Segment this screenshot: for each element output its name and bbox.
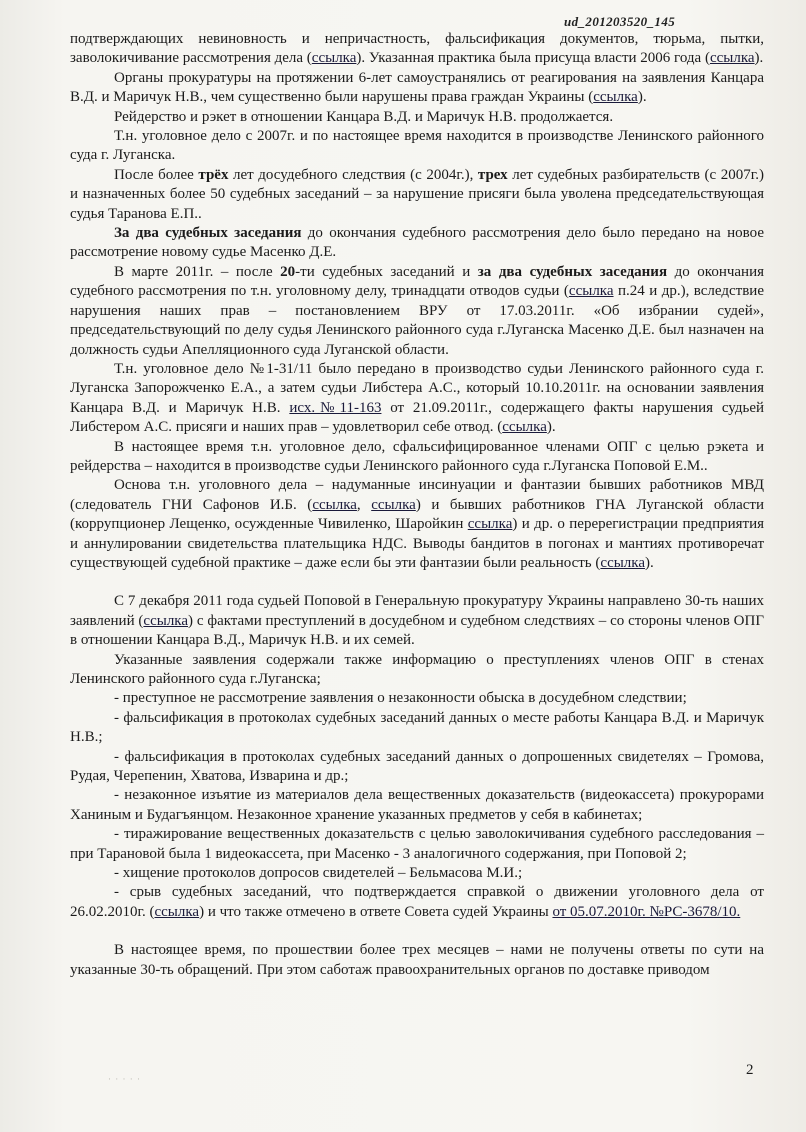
link[interactable]: ссылка [709, 50, 755, 67]
link[interactable]: ссылка [502, 419, 547, 436]
list-item: - срыв судебных заседаний, что подтверждается справкой о движении уголовного дела от 26.02.2010г. (ссылка) и что также отмечено в ответе Совета судей Украины от 05.07.2010г. №РС-3678/10. [70, 884, 764, 920]
list-item: - тиражирование вещественных доказательств с целью заволокичивания судебного расследования – при Тарановой была 1 видеокассета, при Масенко - 3 аналогичного содержания, при Поповой 2; [70, 826, 764, 862]
list-item: - фальсификация в протоколах судебных заседаний данных о месте работы Канцара В.Д. и Маричук Н.В.; [70, 709, 764, 746]
paragraph: подтверждающих невиновность и непричастность, фальсификация документов, тюрьма, пытки, заволокичивание рассмотрения дела (ссылка). Указанная практика была присуща власти 2006 года (ссылка). [70, 31, 764, 67]
paragraph: Органы прокуратуры на протяжении 6-лет самоустранялись от реагирования на заявления Канцара В.Д. и Маричук Н.В., чем существенно были нарушены права граждан Украины (ссылка). [70, 69, 764, 106]
link[interactable]: ссылка [371, 496, 416, 513]
document-body [70, 30, 764, 980]
link[interactable]: ссылка [312, 496, 357, 513]
paragraph: Указанные заявления содержали также информацию о преступлениях членов ОПГ в стенах Ленинского районного суда г.Луганска; [70, 651, 764, 687]
paragraph: Т.н. уголовное дело с 2007г. и по настоящее время находится в производстве Ленинского районного суда г. Луганска. [70, 128, 764, 164]
list-item: - незаконное изъятие из материалов дела вещественных доказательств (видеокассета) прокурорами Ханиным и Будагъянцом. Незаконное хранение указанных предметов у себя в кабинетах; [70, 787, 764, 823]
link[interactable]: исх.№11-163 [289, 399, 382, 416]
paragraph: В настоящее время, по прошествии более трех месяцев – нами не получены ответы по сути на указанные 30-ть обращений. При этом саботаж правоохранительных органов по доставке приводом [70, 942, 764, 978]
paragraph: В марте 2011г. – после 20-ти судебных заседаний и за два судебных заседания до окончания судебного рассмотрения по т.н. уголовному делу, тринадцати отводов судьи (ссылка п.24 и др.), вследствие нарушения наших прав – постановлением ВРУ от 17.03.2011г. «Об избрании судей», председательствующий по делу судья Ленинского районного суда г.Луганска Масенко Д.Е. был назначен на должность судьи Апелляционного суда Луганской области. [70, 263, 764, 358]
list-item: - преступное не рассмотрение заявления о незаконности обыска в досудебном следствии; [114, 690, 687, 707]
link[interactable]: ссылка [154, 903, 200, 920]
paragraph: С 7 декабря 2011 года судьей Поповой в Генеральную прокуратуру Украины направлено 30-ть наших заявлений (ссылка) с фактами преступлений в досудебном и судебном следствиях – со стороны членов ОПГ в отношении Канцара В.Д., Маричук Н.В. и их семей. [70, 593, 764, 649]
paragraph: Рейдерство и рэкет в отношении Канцара В.Д. и Маричук Н.В. продолжается. [114, 108, 614, 125]
document-id: ud_201203520_145 [564, 14, 676, 29]
link[interactable]: ссылка [467, 516, 513, 533]
link[interactable]: ссылка [600, 554, 646, 571]
paragraph: Основа т.н. уголовного дела – надуманные инсинуации и фантазии бывших работников МВД (следователь ГНИ Сафонов И.Б. (ссылка, ссылка) и бывших работников ГНА Луганской области (коррупционер Лещенко, осужденные Чивиленко, Шаройкин ссылка) и др. о перерегистрации предприятия и аннулировании свидетельства плательщика НДС. Выводы бандитов в погонах и мантиях противоречат существующей судебной практике – даже если бы эти фантазии были реальность (ссылка). [70, 477, 765, 571]
link[interactable]: ссылка [311, 50, 357, 67]
list-item: - фальсификация в протоколах судебных заседаний данных о допрошенных свидетелях – Громова, Рудая, Черепенин, Хватова, Изварина и др.; [70, 748, 764, 785]
faint-mark: · · · · · [108, 1074, 141, 1084]
paragraph: За два судебных заседания до окончания судебного рассмотрения дело было передано на новое рассмотрение новому судье Масенко Д.Е. [70, 225, 764, 261]
paragraph: После более трёх лет досудебного следствия (с 2004г.), трех лет судебных разбирательств (с 2007г.) и назначенных более 50 судебных заседаний – за нарушение присяги была уволена председательствующая судья Таранова Е.П.. [70, 166, 764, 222]
page-number: 2 [746, 1062, 754, 1078]
link[interactable]: ссылка [593, 89, 638, 106]
list-item: - хищение протоколов допросов свидетелей – Бельмасова М.И.; [114, 865, 523, 882]
link[interactable]: от 05.07.2010г. №РС-3678/10. [552, 903, 741, 920]
link[interactable]: ссылка [143, 612, 189, 629]
link[interactable]: ссылка [568, 283, 614, 300]
paragraph: В настоящее время т.н. уголовное дело, сфальсифицированное членами ОПГ с целью рэкета и рейдерства – находится в производстве судьи Ленинского районного суда г.Луганска Поповой Е.М.. [70, 438, 764, 474]
paragraph: Т.н. уголовное дело №1-31/11 было передано в производство судьи Ленинского районного суда г. Луганска Запорожченко Е.А., а затем судьи Либстера А.С., который 10.10.2011г. на основании заявления Канцара В.Д. и Маричук Н.В. исх.№11-163 от 21.09.2011г., содержащего факты нарушения судьей Либстером А.С. присяги и наших прав – удовлетворил себе отвод. (ссылка). [70, 360, 764, 436]
